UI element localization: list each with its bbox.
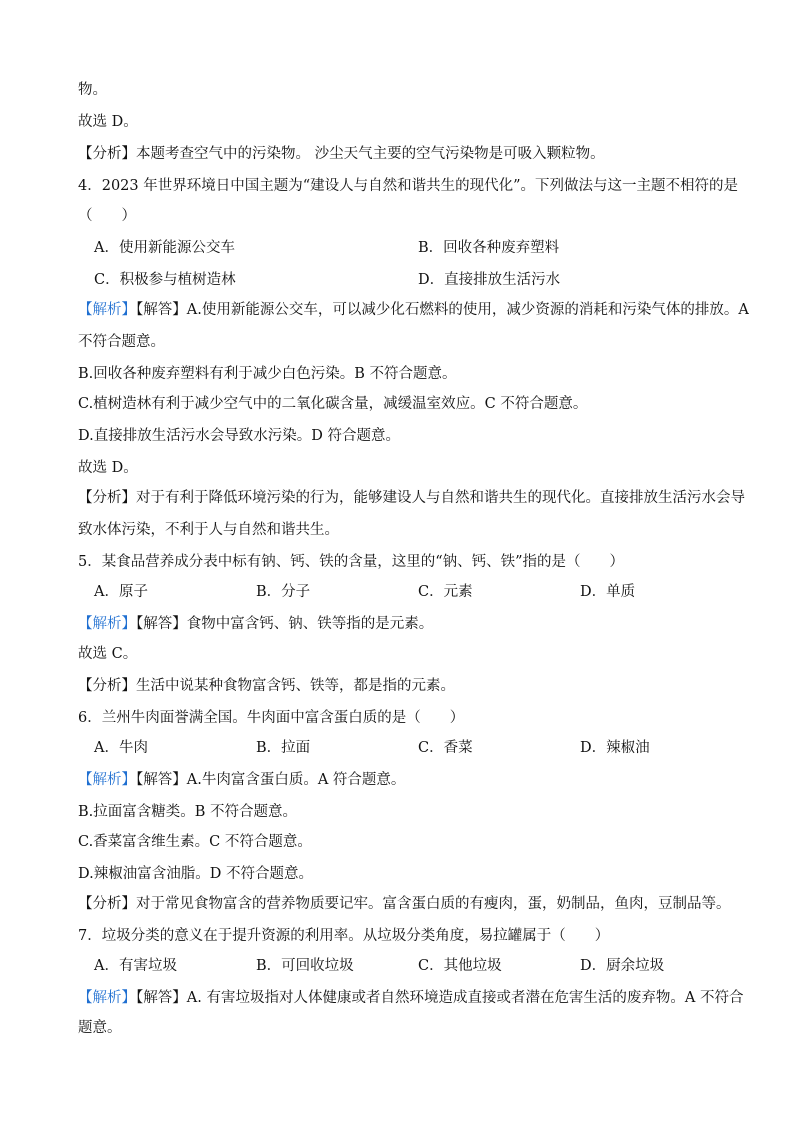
q6-answer-line3: C.香菜富含维生素。C 不符合题意。 bbox=[78, 834, 312, 850]
analysis-text: 本题考查空气中的污染物。 沙尘天气主要的空气污染物是可吸入颗粒物。 bbox=[136, 146, 605, 162]
answer-text: A. 有害垃圾指对人体健康或者自然环境造成直接或者潜在危害生活的废弃物。A 不符合 bbox=[186, 990, 744, 1006]
q6-option-b: B．拉面 bbox=[256, 740, 311, 756]
q4-answer-line1 bbox=[78, 300, 768, 320]
q4-option-b: B．回收各种废弃塑料 bbox=[418, 240, 560, 256]
jiexi-tag: 【解析】 bbox=[78, 616, 136, 632]
q5-option-c: C．元素 bbox=[418, 584, 473, 600]
q4-answer-line5: D.直接排放生活污水会导致水污染。D 符合题意。 bbox=[78, 428, 400, 444]
q4-option-a: A．使用新能源公交车 bbox=[94, 240, 235, 256]
q4-choose: 故选 D。 bbox=[78, 460, 138, 476]
prev-choose: 故选 D。 bbox=[78, 114, 138, 130]
q4-answer-line4: C.植树造林有利于减少空气中的二氧化碳含量，减缓温室效应。C 不符合题意。 bbox=[78, 396, 588, 412]
q6-option-a: A．牛肉 bbox=[94, 740, 148, 756]
jiexi-tag: 【解析】 bbox=[78, 302, 136, 318]
q4-answer-line3: B.回收各种废弃塑料有利于减少白色污染。B 不符合题意。 bbox=[78, 366, 457, 382]
q4-option-d: D．直接排放生活污水 bbox=[418, 272, 561, 288]
q5-choose: 故选 C。 bbox=[78, 646, 138, 662]
q4-answer-line2: 不符合题意。 bbox=[78, 334, 165, 350]
analysis-tag: 【分析】 bbox=[78, 896, 136, 912]
q7-option-b: B．可回收垃圾 bbox=[256, 958, 354, 974]
q5-option-a: A．原子 bbox=[94, 584, 148, 600]
q6-answer-line1 bbox=[78, 770, 768, 790]
q4-analysis-line2: 致水体污染，不利于人与自然和谐共生。 bbox=[78, 522, 339, 538]
jieda-tag: 【解答】 bbox=[136, 772, 187, 788]
analysis-text: 对于常见食物富含的营养物质要记牢。富含蛋白质的有瘦肉，蛋，奶制品，鱼肉，豆制品等。 bbox=[136, 896, 731, 912]
q5-option-d: D．单质 bbox=[580, 584, 636, 600]
q6-stem: 6．兰州牛肉面誉满全国。牛肉面中富含蛋白质的是（ ） bbox=[78, 710, 465, 726]
prev-answer-tail: 物。 bbox=[78, 82, 107, 98]
q5-answer bbox=[78, 614, 768, 634]
q7-option-d: D．厨余垃圾 bbox=[580, 958, 665, 974]
q7-answer-line2: 题意。 bbox=[78, 1020, 122, 1036]
answer-text: 食物中富含钙、钠、铁等指的是元素。 bbox=[186, 616, 434, 632]
q6-answer-line2: B.拉面富含糖类。B 不符合题意。 bbox=[78, 804, 298, 820]
jieda-tag: 【解答】 bbox=[136, 616, 187, 632]
answer-text: A.牛肉富含蛋白质。A 符合题意。 bbox=[186, 772, 406, 788]
jieda-tag: 【解答】 bbox=[136, 990, 187, 1006]
q4-option-c: C．积极参与植树造林 bbox=[94, 272, 236, 288]
q7-option-a: A．有害垃圾 bbox=[94, 958, 177, 974]
analysis-text: 生活中说某种食物富含钙、铁等，都是指的元素。 bbox=[136, 678, 455, 694]
jiexi-tag: 【解析】 bbox=[78, 772, 136, 788]
q6-answer-line4: D.辣椒油富含油脂。D 不符合题意。 bbox=[78, 866, 313, 882]
analysis-tag: 【分析】 bbox=[78, 490, 136, 506]
q5-stem: 5．某食品营养成分表中标有钠、钙、铁的含量，这里的“钠、钙、铁”指的是（ ） bbox=[78, 554, 625, 570]
prev-analysis bbox=[78, 144, 768, 164]
analysis-tag: 【分析】 bbox=[78, 678, 136, 694]
q6-option-c: C．香菜 bbox=[418, 740, 473, 756]
q7-stem: 7．垃圾分类的意义在于提升资源的利用率。从垃圾分类角度，易拉罐属于（ ） bbox=[78, 928, 610, 944]
analysis-text: 对于有利于降低环境污染的行为，能够建设人与自然和谐共生的现代化。直接排放生活污水会导 bbox=[136, 490, 745, 506]
answer-text: A.使用新能源公交车，可以减少化石燃料的使用，减少资源的消耗和污染气体的排放。A bbox=[186, 302, 749, 318]
q6-option-d: D．辣椒油 bbox=[580, 740, 650, 756]
jiexi-tag: 【解析】 bbox=[78, 990, 136, 1006]
q4-analysis-line1 bbox=[78, 488, 768, 508]
q4-stem-line2: （ ） bbox=[78, 208, 136, 224]
q5-option-b: B．分子 bbox=[256, 584, 311, 600]
q7-answer-line1 bbox=[78, 988, 768, 1008]
q5-analysis bbox=[78, 676, 768, 696]
jieda-tag: 【解答】 bbox=[136, 302, 187, 318]
q4-stem-line1: 4．2023 年世界环境日中国主题为“建设人与自然和谐共生的现代化”。下列做法与这一主题不相符的是 bbox=[78, 178, 739, 194]
analysis-tag: 【分析】 bbox=[78, 146, 136, 162]
q6-analysis bbox=[78, 894, 768, 914]
q7-option-c: C．其他垃圾 bbox=[418, 958, 502, 974]
